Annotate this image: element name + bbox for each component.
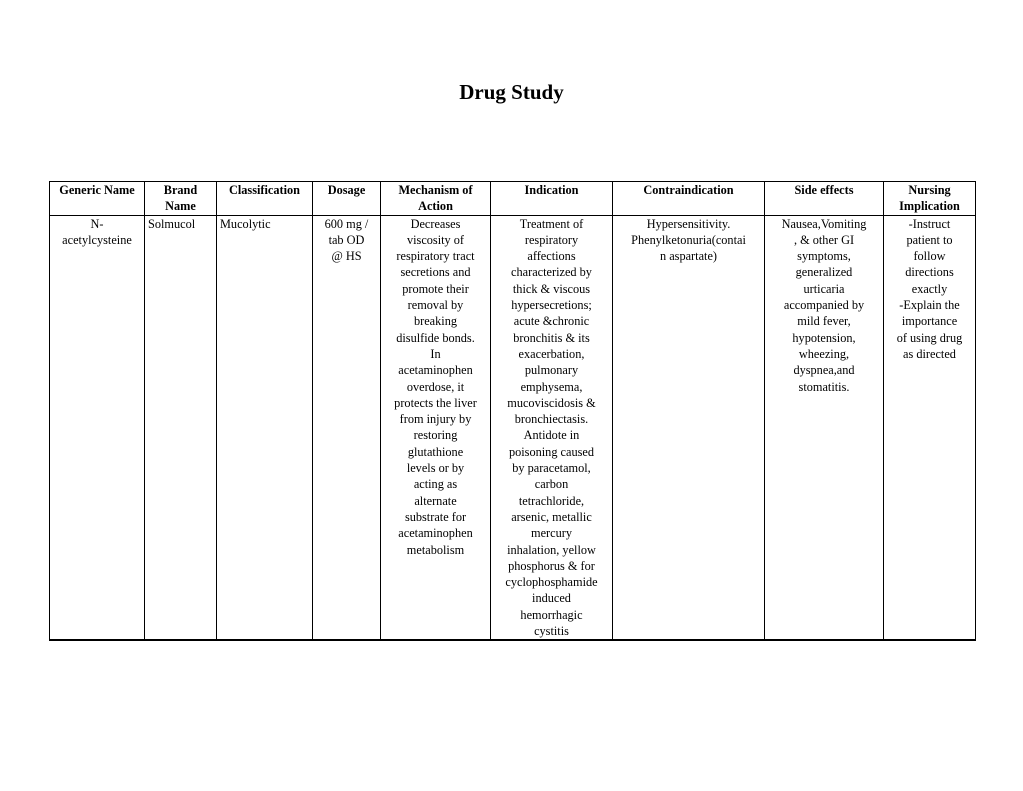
page-title: Drug Study: [459, 80, 564, 104]
cell-generic-name: [50, 215, 145, 640]
cell-line: affections: [527, 249, 576, 264]
cell-line: inhalation, yellow: [507, 542, 596, 557]
cell-line: thick & viscous: [512, 281, 591, 296]
cell-line: acting as: [413, 477, 458, 492]
cell-line: respiratory: [524, 232, 579, 247]
header-side-effects: Side effects: [765, 182, 884, 216]
header-dosage: Dosage: [313, 182, 381, 216]
cell-line: cystitis: [534, 624, 569, 639]
cell-line: Antidote in: [523, 428, 580, 443]
drug-study-table: [49, 181, 976, 641]
cell-line: stomatitis.: [798, 379, 850, 394]
cell-line: emphysema,: [520, 379, 583, 394]
cell-contraindication: [613, 215, 765, 640]
cell-line: overdose, it: [406, 379, 465, 394]
cell-line: patient to: [906, 232, 953, 247]
cell-line: viscosity of: [406, 232, 465, 247]
header-contraindication: Contraindication: [613, 182, 765, 216]
cell-line: bronchiectasis.: [514, 412, 589, 427]
cell-line: In: [430, 346, 441, 361]
cell-line: -Explain the: [899, 298, 960, 313]
cell-line: bronchitis & its: [513, 330, 590, 345]
cell-line: Phenylketonuria(contai: [631, 232, 746, 247]
cell-line: pulmonary: [524, 363, 579, 378]
cell-line: levels or by: [406, 461, 465, 476]
table-row: [50, 215, 976, 640]
cell-line: glutathione: [407, 444, 464, 459]
cell-line: Treatment of: [519, 216, 584, 231]
cell-line: acetaminophen: [398, 526, 473, 541]
cell-side-effects: [765, 215, 884, 640]
cell-line: induced: [532, 591, 571, 606]
cell-line: secretions and: [400, 265, 471, 280]
cell-line: Decreases: [410, 216, 461, 231]
cell-line: breaking: [413, 314, 458, 329]
cell-line: arsenic, metallic: [511, 509, 592, 524]
cell-mechanism-of-action: [381, 215, 491, 640]
cell-line: poisoning caused: [508, 444, 595, 459]
cell-line: acetaminophen: [398, 363, 473, 378]
cell-line: exacerbation,: [518, 346, 585, 361]
cell-line: carbon: [534, 477, 569, 492]
cell-line: directions: [905, 265, 954, 280]
cell-line: metabolism: [406, 542, 465, 557]
cell-line: hypersecretions;: [511, 298, 592, 313]
cell-line: mild fever,: [797, 314, 851, 329]
table-header-row: [50, 182, 976, 216]
cell-line: respiratory tract: [396, 249, 475, 264]
cell-line: follow: [913, 249, 946, 264]
cell-line: of using drug: [896, 330, 963, 345]
header-indication: Indication: [491, 182, 613, 216]
cell-nursing-implication: [884, 215, 976, 640]
cell-line: alternate: [414, 493, 457, 508]
cell-line: Hypersensitivity.: [646, 216, 731, 231]
header-mechanism-of-action: Mechanism of Action: [381, 182, 491, 216]
cell-line: 600 mg /: [324, 216, 369, 231]
cell-line: hemorrhagic: [520, 607, 583, 622]
cell-line: tab OD: [328, 232, 365, 247]
cell-line: accompanied by: [783, 298, 865, 313]
header-brand-name: Brand Name: [145, 182, 217, 216]
cell-line: generalized: [795, 265, 853, 280]
cell-line: acute &chronic: [513, 314, 590, 329]
cell-line: -Instruct: [908, 216, 951, 231]
cell-line: substrate for: [404, 509, 467, 524]
header-nursing-implication: Nursing Implication: [884, 182, 976, 216]
cell-line: mucoviscidosis &: [507, 395, 596, 410]
cell-line: exactly: [911, 281, 948, 296]
cell-line: n aspartate): [659, 249, 717, 264]
cell-line: disulfide bonds.: [396, 330, 475, 345]
cell-line: Nausea,Vomiting: [781, 216, 867, 231]
cell-classification: Mucolytic: [217, 215, 313, 640]
cell-indication: [491, 215, 613, 640]
cell-line: , & other GI: [793, 232, 855, 247]
cell-line: by paracetamol,: [512, 461, 591, 476]
cell-line: removal by: [407, 298, 464, 313]
cell-line: characterized by: [511, 265, 592, 280]
cell-line: importance: [901, 314, 958, 329]
cell-line: phosphorus & for: [508, 558, 595, 573]
cell-line: @ HS: [331, 249, 362, 264]
cell-line: protects the liver: [394, 395, 477, 410]
cell-line: cyclophosphamide: [505, 575, 598, 590]
cell-line: urticaria: [803, 281, 845, 296]
cell-line: N-: [90, 216, 104, 231]
cell-line: restoring: [413, 428, 458, 443]
cell-dosage: [313, 215, 381, 640]
cell-line: tetrachloride,: [518, 493, 585, 508]
header-generic-name: Generic Name: [50, 182, 145, 216]
cell-line: symptoms,: [797, 249, 851, 264]
cell-line: mercury: [531, 526, 572, 541]
header-classification: Classification: [217, 182, 313, 216]
cell-line: promote their: [402, 281, 469, 296]
cell-line: hypotension,: [792, 330, 856, 345]
cell-line: wheezing,: [798, 346, 850, 361]
cell-line: dyspnea,and: [793, 363, 855, 378]
cell-line: acetylcysteine: [62, 232, 132, 247]
cell-brand-name: Solmucol: [145, 215, 217, 640]
cell-line: from injury by: [399, 412, 472, 427]
cell-line: as directed: [903, 346, 956, 361]
